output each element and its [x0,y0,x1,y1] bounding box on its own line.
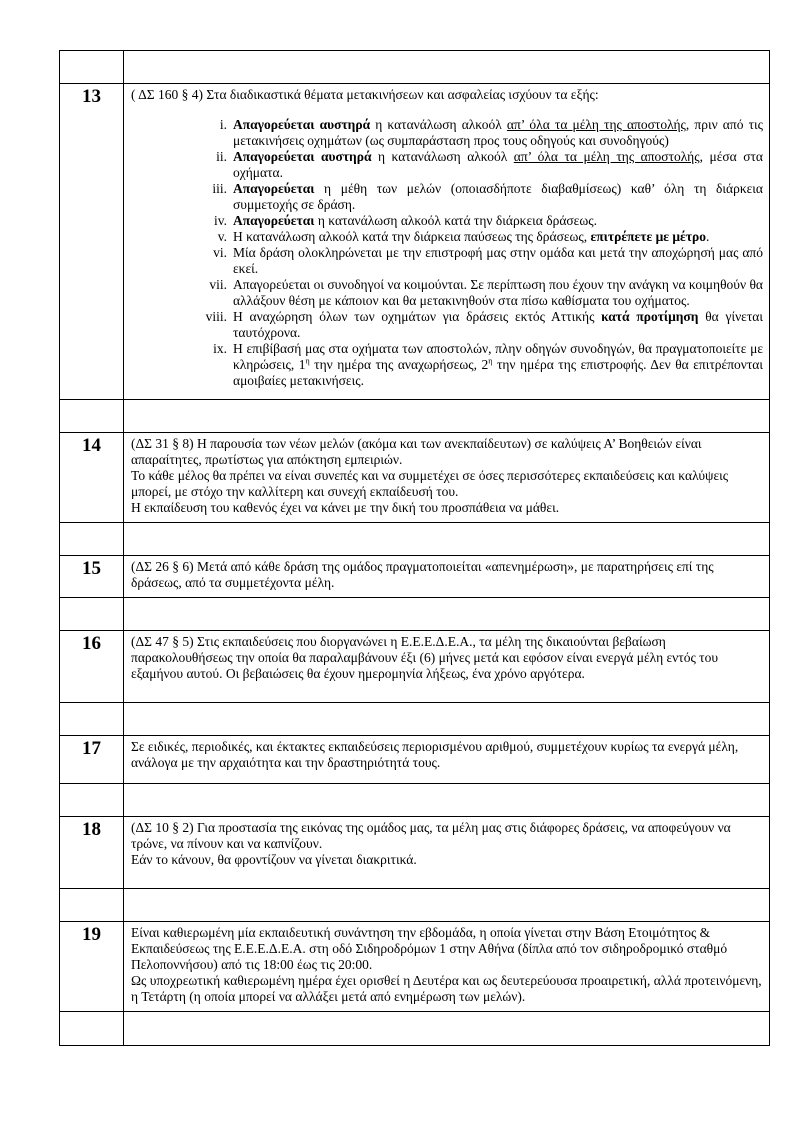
row-content [124,922,770,1012]
list-text: Απαγορεύεται η κατανάλωση αλκοόλ κατά την διάρκεια δράσεως. [233,213,597,228]
list-item [131,341,763,389]
row-content [124,736,770,784]
list-item [131,213,763,229]
row-intro: ( ΔΣ 160 § 4) Στα διαδικαστικά θέματα μετακινήσεων και ασφαλείας ισχύουν τα εξής: [131,87,599,102]
table-row [60,433,770,523]
list-item [131,117,763,149]
row-content [124,84,770,400]
list-marker: ii. [216,149,227,164]
table-row [60,84,770,400]
list-marker: vii. [209,277,227,292]
list-text: Μία δράση ολοκληρώνεται με την επιστροφή μας στην ομάδα και μετά την αποχώρησή μας από εκεί. [233,245,763,276]
row-text: Η εκπαίδευση του καθενός έχει να κάνει με την δική του προσπάθεια να μάθει. [131,500,560,515]
spacer-row [60,523,770,556]
row-number: 15 [60,556,124,598]
list-marker: iii. [212,181,227,196]
table-row [60,736,770,784]
spacer-row [60,51,770,84]
list-marker: i. [219,117,227,132]
row-number: 16 [60,631,124,703]
row-content [124,631,770,703]
row-content [124,556,770,598]
row-text: (ΔΣ 26 § 6) Μετά από κάθε δράση της ομάδος πραγματοποιείται «απενημέρωση», με παρατηρήσεις επί της δράσεως, από τα συμμετέχοντα μέλη. [131,559,714,590]
row-number: 14 [60,433,124,523]
spacer-row [60,598,770,631]
table-row [60,556,770,598]
row-text: Ως υποχρεωτική καθιερωμένη ημέρα έχει ορισθεί η Δευτέρα και ως δευτερεύουσα προαιρετική, αλλά προτεινόμενη, η Τετάρτη (η οποία μπορεί να αλλάξει μετά από ενημέρωση των μελών). [131,973,762,1004]
row-content [124,817,770,889]
list-item [131,245,763,277]
spacer-row [60,703,770,736]
table-row [60,922,770,1012]
row-number: 13 [60,84,124,400]
list-text: Η κατανάλωση αλκοόλ κατά την διάρκεια παύσεως της δράσεως, επιτρέπετε με μέτρο. [233,229,710,244]
row-text: Σε ειδικές, περιοδικές, και έκτακτες εκπαιδεύσεις περιορισμένου αριθμού, συμμετέχουν κυρίως τα ενεργά μέλη, ανάλογα με την αρχαιότητα και την δραστηριότητά τους. [131,739,739,770]
row-number: 19 [60,922,124,1012]
list-item [131,181,763,213]
rule-list [131,117,763,389]
list-text: Απαγορεύεται οι συνοδηγοί να κοιμούνται. Σε περίπτωση που έχουν την ανάγκη να κοιμηθούν θα αλλάξουν θέση με κάποιον και θα μετακινηθούν στα πίσω καθίσματα του οχήματος. [233,277,764,308]
list-item [131,309,763,341]
row-text: Είναι καθιερωμένη μία εκπαιδευτική συνάντηση την εβδομάδα, η οποία γίνεται στην Βάση Ετοιμότητος & Εκπαιδεύσεως της Ε.Ε.Ε.Δ.Ε.Α. στη οδό Σιδηροδρόμων 1 στην Αθήνα (δίπλα από τον σιδηροδρομικό σταθμό Πελοποννήσου) από τις 18:00 έως τις 20:00. [131,925,728,972]
list-text: Η επιβίβασή μας στα οχήματα των αποστολών, πλην οδηγών συνοδηγών, θα πραγματοποιείτε με κληρώσεις, $1^\eta$ την ημέρα της αναχωρήσεως, $2^\eta$ την ημέρα της επιστροφής. Δεν θα επιτρέπονται αμοιβαίες μετακινήσεις. [233,341,763,388]
list-item [131,149,763,181]
list-item [131,229,763,245]
list-text: Απαγορεύεται αυστηρά η κατανάλωση αλκοόλ απ’ όλα τα μέλη της αποστολής, μέσα στα οχήματα. [233,149,763,180]
row-content [124,433,770,523]
list-text: Απαγορεύεται η μέθη των μελών (οποιασδήποτε διαβαθμίσεως) καθ’ όλη τη διάρκεια συμμετοχής σε δράση. [233,181,763,212]
list-marker: ix. [213,341,227,356]
row-text: (ΔΣ 10 § 2) Για προστασία της εικόνας της ομάδος μας, τα μέλη μας στις διάφορες δράσεις, να αποφεύγουν να τρώνε, να πίνουν και να καπνίζουν. [131,820,731,851]
spacer-row [60,784,770,817]
spacer-row [60,889,770,922]
row-text: Εάν το κάνουν, θα φροντίζουν να γίνεται διακριτικά. [131,852,417,867]
spacer-row [60,400,770,433]
list-marker: vi. [213,245,227,260]
list-text: Η αναχώρηση όλων των οχημάτων για δράσεις εκτός Αττικής κατά προτίμηση θα γίνεται ταυτόχρονα. [233,309,763,340]
row-number: 18 [60,817,124,889]
row-number: 17 [60,736,124,784]
row-text: (ΔΣ 31 § 8) Η παρουσία των νέων μελών (ακόμα και των ανεκπαίδευτων) σε καλύψεις Α’ Βοηθειών είναι απαραίτητες, πρωτίστως για απόκτηση εμπειριών. [131,436,702,467]
list-text: Απαγορεύεται αυστηρά η κατανάλωση αλκοόλ απ’ όλα τα μέλη της αποστολής, πριν από τις μετακινήσεις οχημάτων (ως συμπαράσταση προς τους οδηγούς και συνοδηγούς) [233,117,763,148]
table-row [60,631,770,703]
list-marker: v. [217,229,227,244]
row-text: (ΔΣ 47 § 5) Στις εκπαιδεύσεις που διοργανώνει η Ε.Ε.Ε.Δ.Ε.Α., τα μέλη της δικαιούνται βεβαίωση παρακολουθήσεως την οποία θα παραλαμβάνουν έξι (6) μήνες μετά και εφόσον είναι ενεργά μέλη εντός του εξαμήνου αυτού. Οι βεβαιώσεις θα έχουν ημερομηνία λήξεως, ένα χρόνο αργότερα. [131,634,719,681]
list-marker: viii. [205,309,227,324]
list-marker: iv. [214,213,227,228]
table-row [60,817,770,889]
list-item [131,277,763,309]
rules-table [59,50,770,1046]
spacer-row [60,1012,770,1046]
row-text: Το κάθε μέλος θα πρέπει να είναι συνεπές και να συμμετέχει σε όσες περισσότερες εκπαιδεύσεις και καλύψεις μπορεί, με στόχο την καλλίτερη και συνεχή εκπαίδευσή του. [131,468,729,499]
